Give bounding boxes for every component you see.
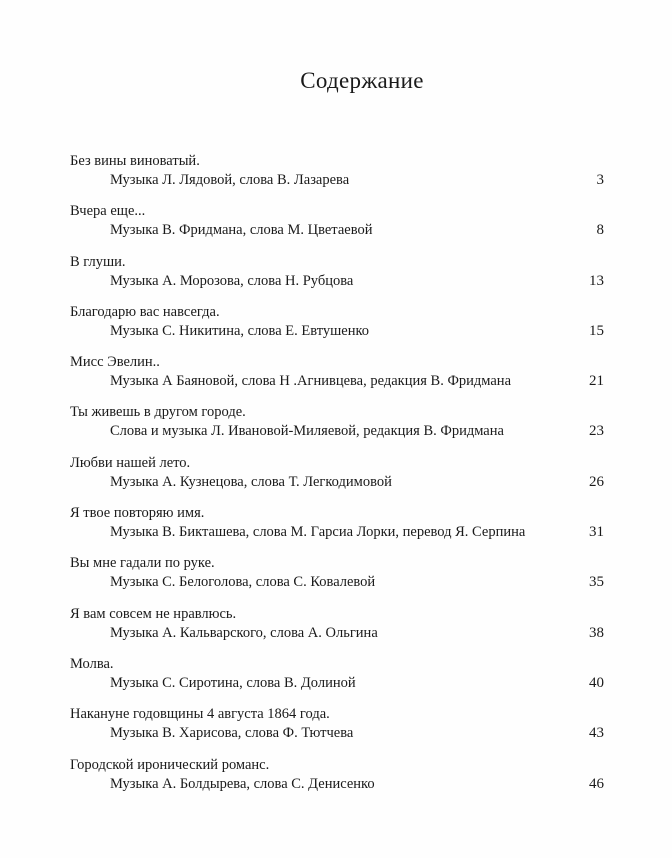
- page-number: 35: [589, 574, 604, 591]
- song-credits: Музыка А. Болдырева, слова С. Денисенко: [110, 775, 375, 792]
- contents-list: [70, 150, 606, 804]
- song-title: Любви нашей лето.: [70, 454, 191, 471]
- page-number: 26: [589, 473, 604, 490]
- page-number: 15: [589, 322, 604, 339]
- page-number: 8: [596, 222, 604, 239]
- song-credits: Слова и музыка Л. Ивановой-Миляевой, редакция В. Фридмана: [110, 423, 504, 440]
- contents-entry: [70, 301, 606, 351]
- page-number: 21: [589, 373, 604, 390]
- page-number: 46: [589, 775, 604, 792]
- song-title: Я вам совсем не нравлюсь.: [70, 605, 237, 622]
- page-number: 40: [589, 674, 604, 691]
- song-title: Я твое повторяю имя.: [70, 505, 205, 522]
- song-title: Городской иронический романс.: [70, 756, 270, 773]
- song-title: Вы мне гадали по руке.: [70, 555, 215, 572]
- page-number: 3: [596, 172, 604, 188]
- page-number: 31: [589, 524, 604, 541]
- page-number: 38: [589, 624, 604, 641]
- song-credits: Музыка А. Кузнецова, слова Т. Легкодимовой: [110, 473, 392, 490]
- song-title: Вчера еще...: [70, 203, 146, 220]
- contents-entry: [70, 251, 606, 301]
- contents-entry: [70, 754, 606, 804]
- song-title: Молва.: [70, 655, 114, 672]
- song-credits: Музыка Л. Лядовой, слова В. Лазарева: [110, 172, 350, 188]
- page-number: 23: [589, 423, 604, 440]
- song-credits: Музыка В. Харисова, слова Ф. Тютчева: [110, 725, 354, 742]
- song-credits: Музыка В. Фридмана, слова М. Цветаевой: [110, 222, 373, 239]
- song-credits: Музыка А. Морозова, слова Н. Рубцова: [110, 272, 354, 289]
- contents-entry: [70, 351, 606, 401]
- song-credits: Музыка А. Кальварского, слова А. Ольгина: [110, 624, 378, 641]
- song-credits: Музыка С. Никитина, слова Е. Евтушенко: [110, 322, 370, 339]
- contents-entry: [70, 653, 606, 703]
- song-credits: Музыка С. Сиротина, слова В. Долиной: [110, 674, 356, 691]
- contents-entry: [70, 603, 606, 653]
- song-credits: Музыка В. Бикташева, слова М. Гарсиа Лорки, перевод Я. Серпина: [110, 524, 526, 541]
- contents-entry: [70, 401, 606, 451]
- contents-entry: [70, 200, 606, 250]
- contents-entry: [70, 502, 606, 552]
- contents-entry: [70, 703, 606, 753]
- song-title: Накануне годовщины 4 августа 1864 года.: [70, 706, 330, 723]
- page-number: 43: [589, 725, 604, 742]
- contents-entry: [70, 452, 606, 502]
- song-title: Без вины виноватый.: [70, 153, 200, 169]
- contents-entry: [70, 150, 606, 200]
- song-title: Ты живешь в другом городе.: [70, 404, 246, 421]
- contents-entry: [70, 552, 606, 602]
- page-title: Содержание: [300, 68, 424, 93]
- song-credits: Музыка С. Белоголова, слова С. Ковалевой: [110, 574, 376, 591]
- song-title: Мисс Эвелин..: [70, 354, 160, 371]
- song-title: Благодарю вас навсегда.: [70, 303, 220, 320]
- page-number: 13: [589, 272, 604, 289]
- song-credits: Музыка А Баяновой, слова Н .Агнивцева, редакция В. Фридмана: [110, 373, 512, 390]
- song-title: В глуши.: [70, 253, 126, 270]
